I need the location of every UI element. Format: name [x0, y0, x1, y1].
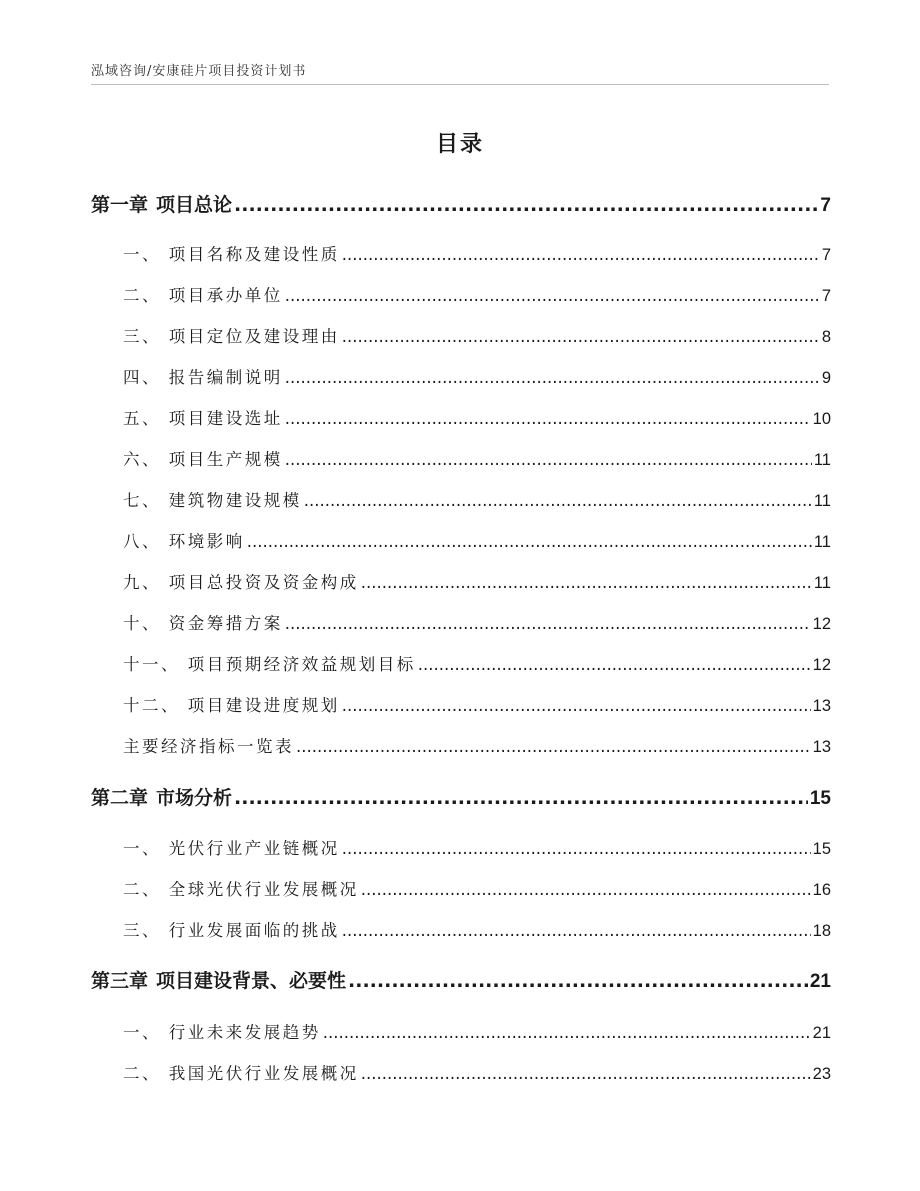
- toc-chapter-3[interactable]: [91, 966, 831, 993]
- dot-leader: [342, 839, 811, 858]
- entry-label: 二、 我国光伏行业发展概况: [123, 1064, 359, 1083]
- page-number: 7: [821, 246, 831, 264]
- dot-leader: [342, 245, 820, 264]
- chapter-title: 项目建设背景、必要性: [156, 970, 347, 992]
- toc-entry[interactable]: [123, 692, 831, 716]
- toc-entry[interactable]: [123, 569, 831, 593]
- chapter-title: 市场分析: [156, 787, 233, 809]
- page-number: 13: [812, 697, 831, 715]
- dot-leader: [285, 368, 820, 387]
- entry-label: 五、 项目建设选址: [123, 409, 283, 428]
- dot-leader: [247, 532, 812, 551]
- entry-label: 六、 项目生产规模: [123, 450, 283, 469]
- entry-label: 四、 报告编制说明: [123, 368, 283, 387]
- dot-leader: [296, 737, 811, 756]
- dot-leader: [285, 409, 811, 428]
- toc-entry[interactable]: [123, 651, 831, 675]
- toc-entry[interactable]: [123, 241, 831, 265]
- toc-entry[interactable]: [123, 1019, 831, 1043]
- page-number: 15: [812, 840, 831, 858]
- chapter-title: 项目总论: [156, 194, 233, 216]
- toc-entry[interactable]: [123, 446, 831, 470]
- page-number: 11: [813, 574, 831, 592]
- entry-label: 一、 光伏行业产业链概况: [123, 839, 340, 858]
- toc-entry[interactable]: [123, 835, 831, 859]
- entry-label: 主要经济指标一览表: [123, 737, 294, 756]
- page-number: 8: [821, 328, 831, 346]
- dot-leader: [348, 970, 808, 992]
- entry-label: 二、 全球光伏行业发展概况: [123, 880, 359, 899]
- page-number: 13: [812, 738, 831, 756]
- entry-label: 三、 项目定位及建设理由: [123, 327, 340, 346]
- dot-leader: [342, 327, 820, 346]
- toc-entry[interactable]: [123, 282, 831, 306]
- toc-chapter-2[interactable]: [91, 783, 831, 810]
- page-number: 23: [812, 1065, 831, 1083]
- header-rule: [91, 84, 829, 85]
- toc-entry[interactable]: [123, 876, 831, 900]
- dot-leader: [285, 450, 812, 469]
- entry-label: 十一、 项目预期经济效益规划目标: [123, 655, 416, 674]
- entry-label: 十二、 项目建设进度规划: [123, 696, 340, 715]
- page-number: 10: [812, 410, 831, 428]
- toc-entry[interactable]: [123, 1060, 831, 1084]
- chapter-label: 第二章: [91, 787, 149, 809]
- entry-label: 二、 项目承办单位: [123, 286, 283, 305]
- page-number: 11: [813, 451, 831, 469]
- page-number: 18: [812, 922, 831, 940]
- page-number: 12: [812, 656, 831, 674]
- dot-leader: [323, 1023, 811, 1042]
- dot-leader: [234, 787, 808, 809]
- toc-entry[interactable]: [123, 528, 831, 552]
- page-number: 15: [809, 788, 831, 809]
- chapter-label: 第一章: [91, 194, 149, 216]
- page-number: 21: [812, 1024, 831, 1042]
- chapter-label: 第三章: [91, 970, 149, 992]
- dot-leader: [234, 194, 818, 216]
- entry-label: 一、 项目名称及建设性质: [123, 245, 340, 264]
- toc-entry[interactable]: [123, 405, 831, 429]
- page-number: 7: [820, 195, 831, 216]
- toc-title: 目录: [435, 132, 484, 157]
- page-number: 11: [813, 492, 831, 510]
- entry-label: 三、 行业发展面临的挑战: [123, 921, 340, 940]
- page-number: 9: [821, 369, 831, 387]
- toc-entry[interactable]: [123, 487, 831, 511]
- page-number: 21: [809, 971, 831, 992]
- toc-entry[interactable]: [123, 364, 831, 388]
- toc-entry[interactable]: [123, 917, 831, 941]
- dot-leader: [342, 696, 811, 715]
- dot-leader: [361, 880, 811, 899]
- page-number: 7: [821, 287, 831, 305]
- toc-chapter-1[interactable]: [91, 190, 831, 217]
- dot-leader: [285, 614, 811, 633]
- dot-leader: [361, 573, 812, 592]
- page-number: 16: [812, 881, 831, 899]
- entry-label: 七、 建筑物建设规模: [123, 491, 302, 510]
- dot-leader: [418, 655, 811, 674]
- entry-label: 十、 资金筹措方案: [123, 614, 283, 633]
- page-number: 12: [812, 615, 831, 633]
- entry-label: 九、 项目总投资及资金构成: [123, 573, 359, 592]
- toc-entry[interactable]: [123, 610, 831, 634]
- toc-entry[interactable]: [123, 323, 831, 347]
- dot-leader: [304, 491, 812, 510]
- page-number: 11: [813, 533, 831, 551]
- running-header: 泓域咨询/安康硅片项目投资计划书: [91, 64, 307, 79]
- entry-label: 一、 行业未来发展趋势: [123, 1023, 321, 1042]
- dot-leader: [361, 1064, 811, 1083]
- toc-entry[interactable]: [123, 733, 831, 757]
- dot-leader: [285, 286, 820, 305]
- dot-leader: [342, 921, 811, 940]
- entry-label: 八、 环境影响: [123, 532, 245, 551]
